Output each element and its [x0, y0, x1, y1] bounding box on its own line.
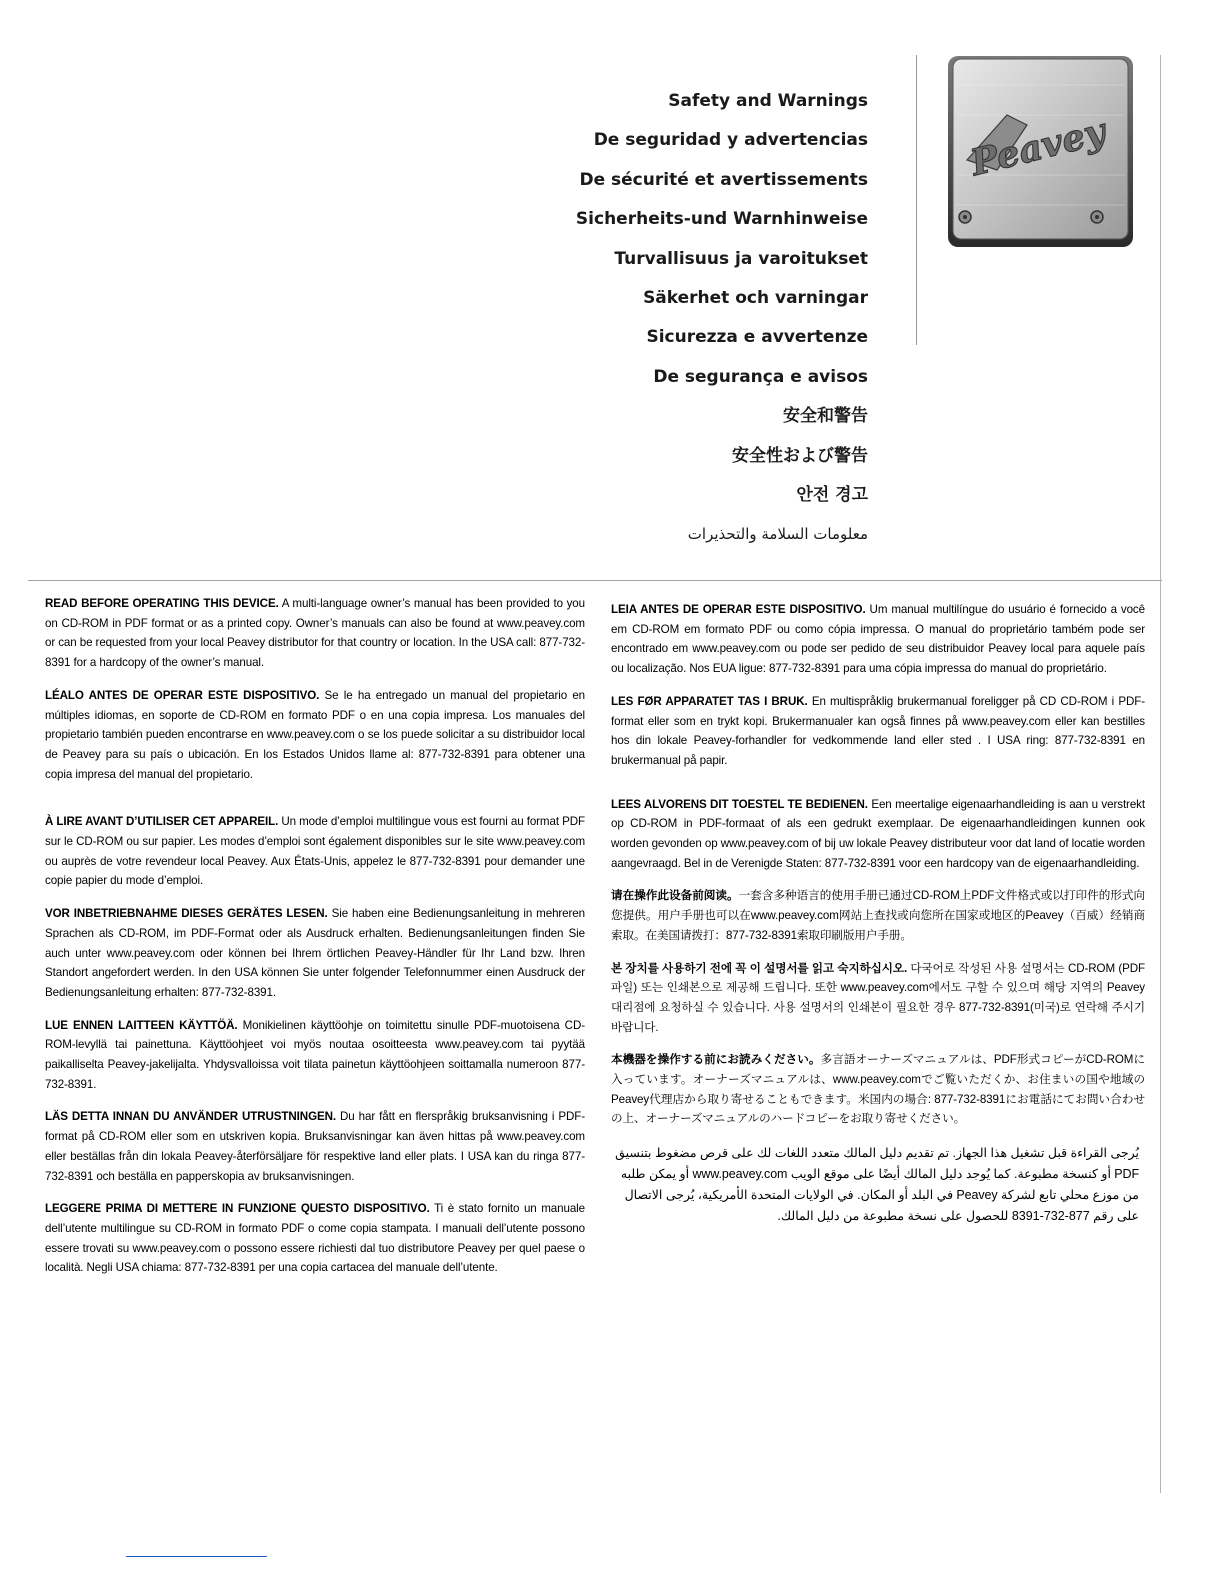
notice-body: 一套含多种语言的使用手册已通过CD-ROM上PDF文件格式或以打印件的形式向您提供。用户手册也可以在www.peavey.com网站上查找或向您所在国家或地区的Peavey（百威）经销商索取。在美国请拨打：877-732-8391索取印刷版用户手册。: [611, 889, 1146, 942]
notice-lead: LEGGERE PRIMA DI METTERE IN FUNZIONE QUESTO DISPOSITIVO.: [45, 1202, 430, 1216]
notice-lead: LUE ENNEN LAITTEEN KÄYTTÖÄ.: [45, 1018, 238, 1032]
notice-body: Un mode d’emploi multilingue vous est fourni au format PDF sur le CD-ROM ou sur papier. Les modes d’emploi sont également disponibles sur le site www.peavey.com ou auprès de votre revendeur local Peavey. Aux États-Unis, appelez le 877-732-8391 pour demander une copie papier du mode d’emploi.: [45, 815, 585, 888]
title-portuguese: De segurança e avisos: [653, 366, 868, 387]
notice-japanese: [611, 1050, 1145, 1129]
right-text-column: [611, 600, 1145, 1240]
title-spanish: De seguridad y advertencias: [593, 130, 868, 151]
footer-rule: [126, 1556, 267, 1557]
logo-text: Peavey: [966, 110, 1110, 185]
notice-german: [45, 904, 585, 1003]
notice-french: [45, 812, 585, 891]
notice-body: A multi-language owner’s manual has been provided to you on CD-ROM in PDF format or as a printed copy. Owner’s manuals can also be found at www.peavey.com or can be requested from your local Peavey distributor for that country or location. In the USA call: 877-732-8391 for a hardcopy of the owner’s manual.: [45, 597, 585, 670]
notice-body: 다국어로 작성된 사용 설명서는 CD-ROM (PDF 파일) 또는 인쇄본으로 제공해 드립니다. 또한 www.peavey.com에서도 구할 수 있으며 해당 지역의 Peavey 대리점에 요청하실 수 있습니다. 사용 설명서의 인쇄본이 필요한 경우 877-732-8391(미국)로 연락해 주시기 바랍니다.: [611, 961, 1145, 1034]
notice-body: 多言語オーナーズマニュアルは、PDF形式コピーがCD-ROMに入っています。オーナーズマニュアルは、www.peavey.comでご覧いただくか、お住まいの国や地域のPeavey代理店から取り寄せることもできます。米国内の場合: 877-732-8391にお電話にてお問い合わせの上、オーナーズマニュアルのハードコピーをお取り寄せください。: [611, 1053, 1145, 1126]
notice-body: Du har fått en flerspråkig bruksanvisning i PDF-format på CD-ROM eller som en utskriven kopia. Bruksanvisningar kan även hittas på www.peavey.com eller beställas från din lokala Peavey-återförsäljare för respektive land eller plats. I USA kan du ringa 877-732-8391 och beställa en papperskopia av bruksanvisningen.: [45, 1110, 585, 1183]
title-chinese: 安全和警告: [783, 406, 868, 427]
notice-body: Monikielinen käyttöohje on toimitettu sinulle PDF-muotoisena CD-ROM-levyllä tai painettuna. Käyttöohjeet voi myös noutaa osoitteesta www.peavey.com tai pyytää paikalliselta Peavey-jakelijalta. Yhdysvalloissa voit tilata painetun käyttöohjeen soittamalla numeroon 877-732-8391.: [45, 1018, 585, 1091]
notice-chinese: [611, 886, 1145, 945]
notice-finnish: [45, 1016, 585, 1095]
notice-dutch: [611, 795, 1145, 874]
notice-body: Sie haben eine Bedienungsanleitung in mehreren Sprachen als CD-ROM, im PDF-Format oder als Ausdruck erhalten. Bedienungsanleitungen finden Sie auch unter www.peavey.com oder können bei Ihrem örtlichen Peavey-Händler für Ihr Land bzw. Ihren Standort angefordert werden. In den USA können Sie unter folgender Telefonnummer einen Ausdruck der Bedienungsanleitung erhalten: 877-732-8391.: [45, 907, 585, 999]
notice-body: Een meertalige eigenaarhandleiding is aan u verstrekt op CD-ROM in PDF-formaat of als een gedrukt exemplaar. De eigenaarhandleidingen kunnen ook worden gevonden op www.peavey.com of bij uw lokale Peavey distributeur voor dat land of locatie worden aangevraagd. Bel in de Verenigde Staten: 877-732-8391 voor een hardcopy van de eigenaarhandleiding.: [611, 797, 1145, 870]
notice-swedish: [45, 1107, 585, 1186]
notice-portuguese: [611, 600, 1145, 679]
title-german: Sicherheits-und Warnhinweise: [575, 209, 868, 230]
title-italian: Sicurezza e avvertenze: [646, 327, 868, 348]
notice-lead: 본 장치를 사용하기 전에 꼭 이 설명서를 읽고 숙지하십시오.: [611, 961, 908, 975]
notice-lead: À LIRE AVANT D’UTILISER CET APPAREIL.: [45, 815, 279, 829]
peavey-logo-badge: [947, 55, 1134, 248]
top-divider-vertical: [916, 55, 917, 345]
title-japanese: 安全性および警告: [732, 445, 868, 466]
notice-english: [45, 594, 585, 673]
notice-lead: LEIA ANTES DE OPERAR ESTE DISPOSITIVO.: [611, 603, 866, 616]
notice-norwegian: [611, 692, 1145, 771]
notice-lead: VOR INBETRIEBNAHME DIESES GERÄTES LESEN.: [45, 907, 328, 921]
right-margin-line: [1160, 55, 1161, 1493]
notice-arabic: يُرجى القراءة قبل تشغيل هذا الجهاز. تم تقديم دليل المالك متعدد اللغات لك على قرص مضغوط بتنسيق PDF أو كنسخة مطبوعة. كما يُوجد دليل المالك أيضًا على موقع الويب www.peavey.com أو يمكن طلبه من موزع محلي تابع لشركة Peavey في البلد أو المكان. في الولايات المتحدة الأمريكية، يُرجى الاتصال على رقم 877-732-8391 للحصول على نسخة مطبوعة من دليل المالك.: [615, 1146, 1139, 1224]
notice-lead: LES FØR APPARATET TAS I BRUK.: [611, 694, 808, 708]
title-finnish: Turvallisuus ja varoitukset: [614, 248, 868, 269]
notice-italian: [45, 1199, 585, 1278]
notice-body: Ti è stato fornito un manuale dell’utente multilingue su CD-ROM in formato PDF o come copia stampata. I manuali dell’utente possono essere trovati su www.peavey.com o possono essere richiesti dal tuo distributore Peavey per quel paese o località. Negli USA chiama: 877-732-8391 per una copia cartacea del manuale dell’utente.: [45, 1202, 585, 1275]
title-french: De sécurité et avertissements: [579, 169, 868, 190]
section-divider-horizontal: [28, 580, 1162, 581]
notice-lead: LÄS DETTA INNAN DU ANVÄNDER UTRUSTNINGEN.: [45, 1110, 337, 1124]
notice-body: En multispråklig brukermanual foreligger på CD CD-ROM i PDF-format eller som en trykt kopi. Brukermanualer kan også finnes på www.peavey.com eller kan bestilles hos din lokale Peavey-forhandler for vedkommende land eller sted . I USA ring: 877-732-8391 en brukermanual på papir.: [611, 694, 1146, 767]
title-list: [348, 86, 868, 559]
left-text-column: [45, 594, 585, 1291]
title-english: Safety and Warnings: [668, 91, 868, 111]
notice-lead: 本機器を操作する前にお読みください。: [611, 1053, 821, 1067]
notice-lead: READ BEFORE OPERATING THIS DEVICE.: [45, 597, 279, 610]
title-swedish: Säkerhet och varningar: [643, 287, 868, 308]
title-korean: 안전 경고: [796, 484, 868, 505]
notice-lead: LÉALO ANTES DE OPERAR ESTE DISPOSITIVO.: [45, 688, 320, 702]
notice-body: Se le ha entregado un manual del propietario en múltiples idiomas, en soporte de CD-ROM en formato PDF o en una copia impresa. Los manuales del propietario también pueden encontrarse en www.peavey.com o se los puede solicitar a su distribuidor local de Peavey para su país o ubicación. En los Estados Unidos llame al: 877-732-8391 para obtener una copia impresa del manual del propietario.: [45, 688, 586, 781]
title-arabic: معلومات السلامة والتحذيرات: [687, 525, 868, 544]
notice-body: Um manual multilíngue do usuário é fornecido a você em CD-ROM em formato PDF ou como cópia impressa. O manual do proprietário também pode ser encontrado em www.peavey.com ou pode ser pedido de seu distribuidor Peavey local para aquele país ou localização. Nos EUA ligue: 877-732-8391 para uma cópia impressa do manual do proprietário.: [611, 603, 1145, 676]
notice-lead: LEES ALVORENS DIT TOESTEL TE BEDIENEN.: [611, 797, 868, 811]
notice-korean: [611, 959, 1145, 1038]
notice-spanish: [45, 686, 585, 785]
notice-lead: 请在操作此设备前阅读。: [611, 889, 739, 903]
